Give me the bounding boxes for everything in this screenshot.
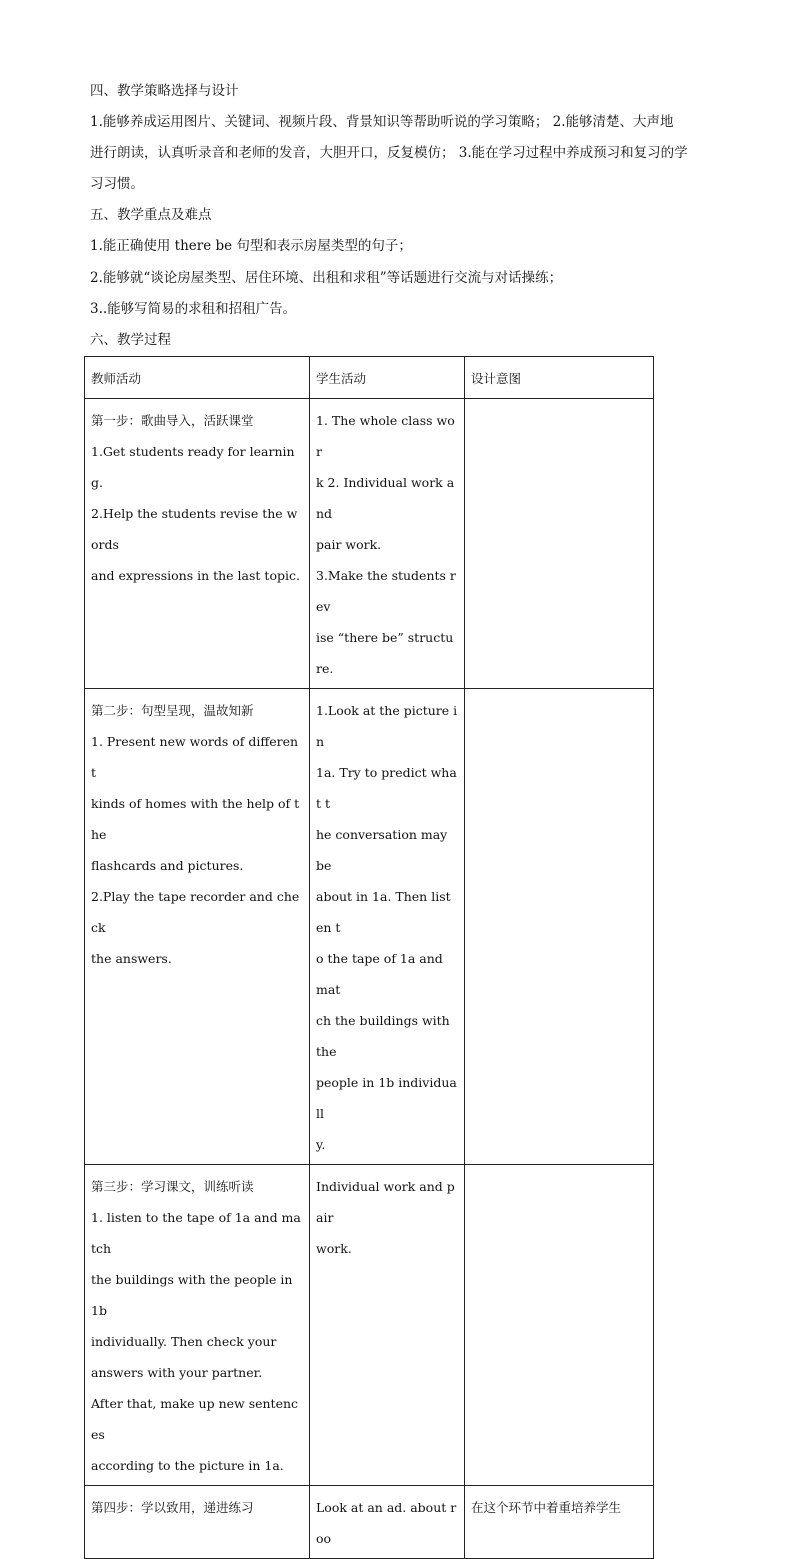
cell-line: individually. Then check your xyxy=(91,1334,277,1349)
cell-line: work. xyxy=(316,1241,352,1256)
student-cell xyxy=(310,1165,465,1486)
cell-line: o the tape of 1a and mat xyxy=(316,951,443,997)
cell-line: he conversation may be xyxy=(316,827,448,873)
section-4-title: 四、教学策略选择与设计 xyxy=(90,83,239,99)
teacher-cell xyxy=(85,1486,310,1559)
cell-line: about in 1a. Then listen t xyxy=(316,889,451,935)
cell-line: 1a. Try to predict what t xyxy=(316,765,457,811)
section-4-line-3: 习习惯。 xyxy=(90,176,144,192)
intent-cell xyxy=(465,399,654,689)
cell-line: After that, make up new sentences xyxy=(91,1396,299,1442)
cell-line: answers with your partner. xyxy=(91,1365,263,1380)
student-cell xyxy=(310,689,465,1165)
cell-line: 1.Look at the picture in xyxy=(316,703,458,749)
cell-line: 在这个环节中着重培养学生 xyxy=(471,1500,622,1515)
cell-line: Individual work and pair xyxy=(316,1179,455,1225)
cell-line: y. xyxy=(316,1137,326,1152)
cell-line: ise “there be” structure. xyxy=(316,630,454,676)
cell-line: 第二步：句型呈现，温故知新 xyxy=(91,703,254,718)
cell-line: 3.Make the students rev xyxy=(316,568,456,614)
cell-line: 1. Present new words of different xyxy=(91,734,299,780)
cell-line: Look at an ad. about roo xyxy=(316,1500,457,1546)
student-cell xyxy=(310,399,465,689)
header-teacher-activity: 教师活动 xyxy=(85,357,310,399)
table-header-row xyxy=(85,357,654,399)
teacher-cell xyxy=(85,1165,310,1486)
section-5-item-3: 3..能够写简易的求租和招租广告。 xyxy=(90,301,297,317)
student-cell xyxy=(310,1486,465,1559)
cell-line: the buildings with the people in 1b xyxy=(91,1272,293,1318)
teacher-cell xyxy=(85,689,310,1165)
cell-line: kinds of homes with the help of the xyxy=(91,796,300,842)
header-student-activity: 学生活动 xyxy=(310,357,465,399)
teacher-cell xyxy=(85,399,310,689)
cell-line: k 2. Individual work and xyxy=(316,475,455,521)
header-design-intent: 设计意图 xyxy=(465,357,654,399)
section-4-line-2: 进行朗读，认真听录音和老师的发音，大胆开口，反复模仿； 3.能在学习过程中养成预习和复习的学 xyxy=(90,145,688,161)
table-row xyxy=(85,689,654,1165)
cell-line: 第四步：学以致用，递进练习 xyxy=(91,1500,254,1515)
cell-line: 第三步：学习课文，训练听读 xyxy=(91,1179,254,1194)
intent-cell xyxy=(465,1165,654,1486)
cell-line: 1. The whole class wor xyxy=(316,413,455,459)
intent-cell xyxy=(465,689,654,1165)
table-row xyxy=(85,399,654,689)
section-4-line-1: 1.能够养成运用图片、关键词、视频片段、背景知识等帮助听说的学习策略； 2.能够清楚、大声地 xyxy=(90,114,674,130)
section-5-title: 五、教学重点及难点 xyxy=(90,207,212,223)
table-row xyxy=(85,1486,654,1559)
cell-line: 1.Get students ready for learning. xyxy=(91,444,295,490)
teaching-process-table xyxy=(84,356,654,1559)
cell-line: 2.Play the tape recorder and check xyxy=(91,889,300,935)
intent-cell xyxy=(465,1486,654,1559)
table-row xyxy=(85,1165,654,1486)
section-5-item-2: 2.能够就“谈论房屋类型、居住环境、出租和求租”等话题进行交流与对话操练； xyxy=(90,270,563,286)
cell-line: pair work. xyxy=(316,537,382,552)
cell-line: flashcards and pictures. xyxy=(91,858,244,873)
cell-line: 第一步：歌曲导入，活跃课堂 xyxy=(91,413,254,428)
section-5-item-1: 1.能正确使用 there be 句型和表示房屋类型的句子； xyxy=(90,238,412,254)
section-6-title: 六、教学过程 xyxy=(90,332,171,348)
cell-line: people in 1b individuall xyxy=(316,1075,457,1121)
cell-line: ch the buildings with the xyxy=(316,1013,450,1059)
cell-line: 1. listen to the tape of 1a and match xyxy=(91,1210,301,1256)
cell-line: the answers. xyxy=(91,951,172,966)
cell-line: and expressions in the last topic. xyxy=(91,568,300,583)
cell-line: according to the picture in 1a. xyxy=(91,1458,284,1473)
cell-line: 2.Help the students revise the words xyxy=(91,506,298,552)
